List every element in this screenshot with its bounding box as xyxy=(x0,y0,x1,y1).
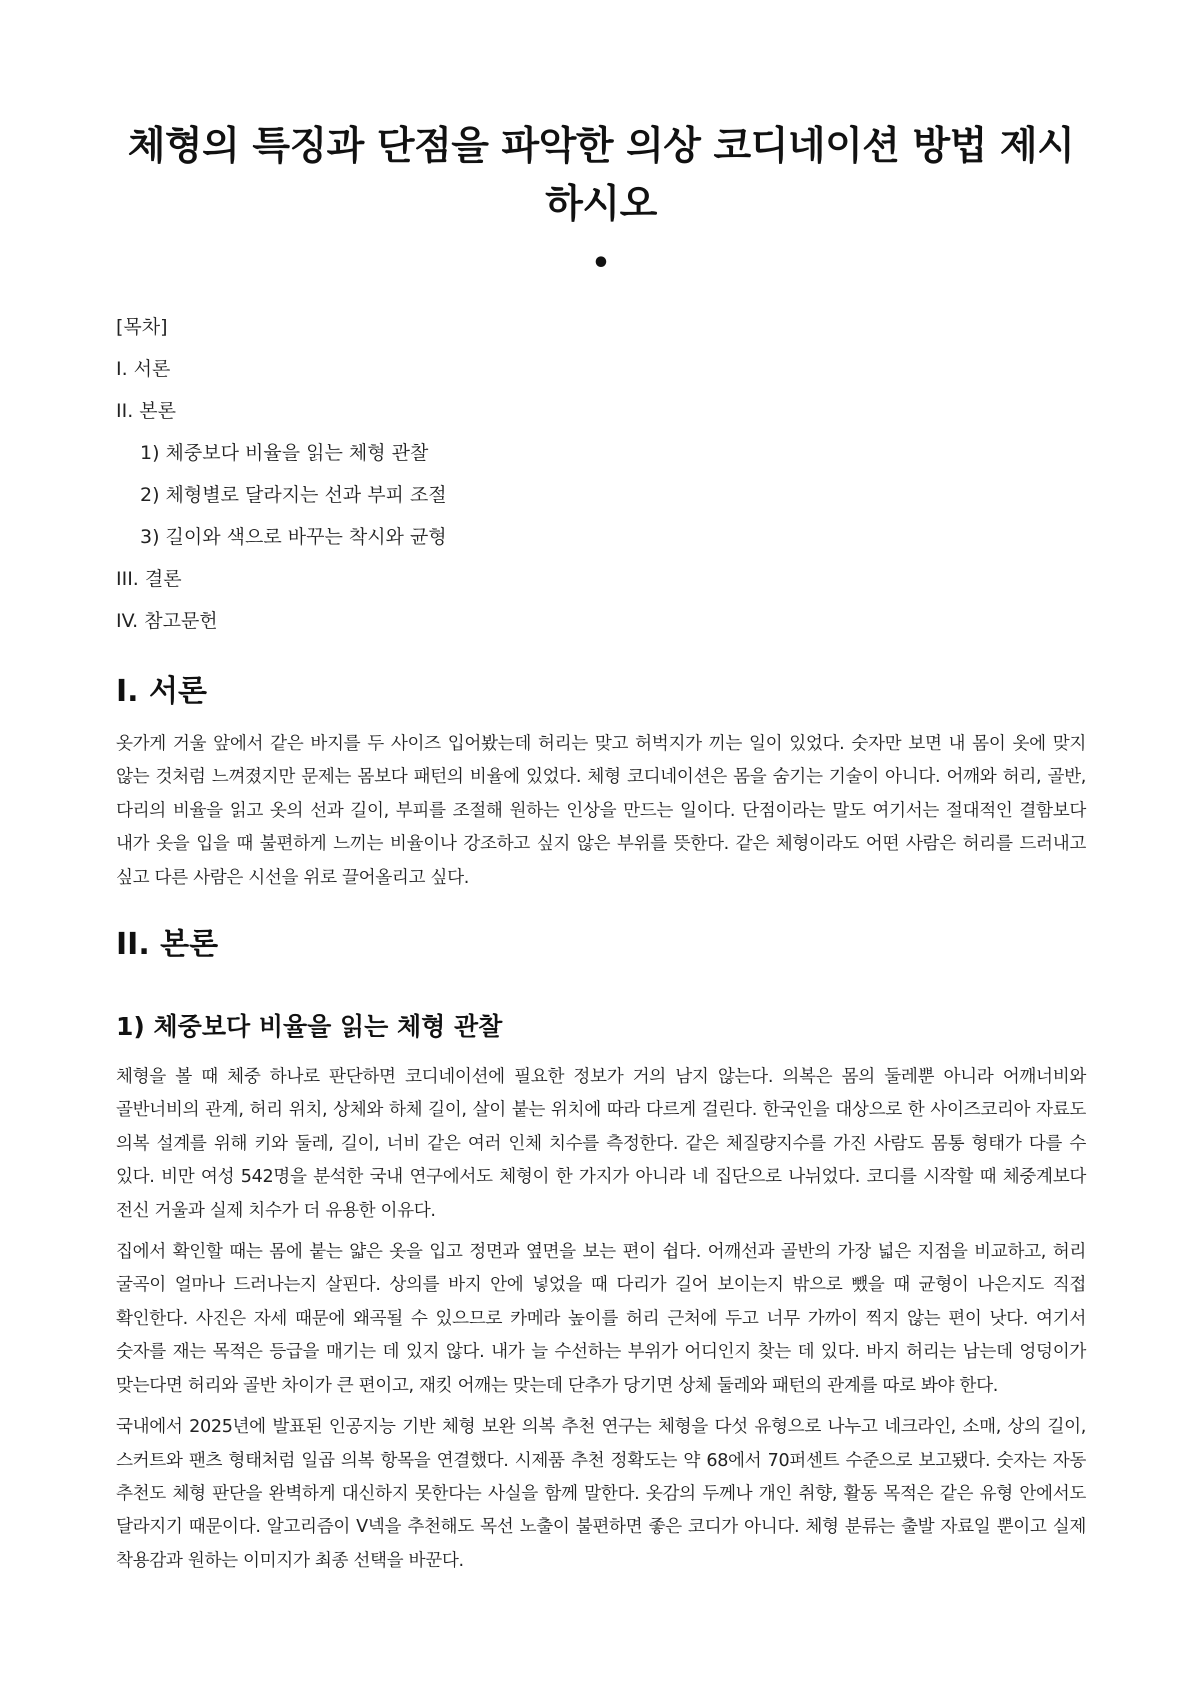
title-bullet: • xyxy=(591,246,611,281)
toc-item-references: IV. 참고문헌 xyxy=(116,610,218,632)
document-title: 체형의 특징과 단점을 파악한 의상 코디네이션 방법 제시하시오 xyxy=(127,124,1075,227)
intro-paragraph: 옷가게 거울 앞에서 같은 바지를 두 사이즈 입어봤는데 허리는 맞고 허벅지가 끼는 일이 있었다. 숫자만 보면 내 몸이 옷에 맞지 않는 것처럼 느껴졌지만 문제는 몸보다 패턴의 비율에 있었다. 체형 코디네이션은 몸을 숨기는 기술이 아니다. 어깨와 허리, 골반, 다리의 비율을 읽고 옷의 선과 길이, 부피를 조절해 원하는 인상을 만드는 일이다. 단점이라는 말도 여기서는 절대적인 결함보다 내가 옷을 입을 때 불편하게 느끼는 비율이나 강조하고 싶지 않은 부위를 뜻한다. 같은 체형이라도 어떤 사람은 허리를 드러내고 싶고 다른 사람은 시선을 위로 끌어올리고 싶다. xyxy=(116,734,1086,888)
body-paragraph-1: 체형을 볼 때 체중 하나로 판단하면 코디네이션에 필요한 정보가 거의 남지 않는다. 의복은 몸의 둘레뿐 아니라 어깨너비와 골반너비의 관계, 허리 위치, 상체와 하체 길이, 살이 붙는 위치에 따라 다르게 걸린다. 한국인을 대상으로 한 사이즈코리아 자료도 의복 설계를 위해 키와 둘레, 길이, 너비 같은 여러 인체 치수를 측정한다. 같은 체질량지수를 가진 사람도 몸통 형태가 다를 수 있다. 비만 여성 542명을 분석한 국내 연구에서도 체형이 한 가지가 아니라 네 집단으로 나뉘었다. 코디를 시작할 때 체중계보다 전신 거울과 실제 치수가 더 유용한 이유다. xyxy=(116,1067,1086,1221)
table-of-contents xyxy=(116,306,1086,642)
body-paragraph-3: 국내에서 2025년에 발표된 인공지능 기반 체형 보완 의복 추천 연구는 체형을 다섯 유형으로 나누고 네크라인, 소매, 상의 길이, 스커트와 팬츠 형태처럼 일곱 의복 항목을 연결했다. 시제품 추천 정확도는 약 68에서 70퍼센트 수준으로 보고됐다. 숫자는 자동 추천도 체형 판단을 완벽하게 대신하지 못한다는 사실을 함께 말한다. 옷감의 두께나 개인 취향, 활동 목적은 같은 유형 안에서도 달라지기 때문이다. 알고리즘이 V넥을 추천해도 목선 노출이 불편하면 좋은 코디가 아니다. 체형 분류는 출발 자료일 뿐이고 실제 착용감과 원하는 이미지가 최종 선택을 바꾼다. xyxy=(116,1417,1086,1571)
body-paragraph-2: 집에서 확인할 때는 몸에 붙는 얇은 옷을 입고 정면과 옆면을 보는 편이 쉽다. 어깨선과 골반의 가장 넓은 지점을 비교하고, 허리 굴곡이 얼마나 드러나는지 살핀다. 상의를 바지 안에 넣었을 때 다리가 길어 보이는지 밖으로 뺐을 때 균형이 나은지도 직접 확인한다. 사진은 자세 때문에 왜곡될 수 있으므로 카메라 높이를 허리 근처에 두고 너무 가까이 찍지 않는 편이 낫다. 여기서 숫자를 재는 목적은 등급을 매기는 데 있지 않다. 내가 늘 수선하는 부위가 어디인지 찾는 데 있다. 바지 허리는 남는데 엉덩이가 맞는다면 허리와 골반 차이가 큰 편이고, 재킷 어깨는 맞는데 단추가 당기면 상체 둘레와 패턴의 관계를 따로 봐야 한다. xyxy=(116,1242,1086,1396)
toc-item-body-2: 2) 체형별로 달라지는 선과 부피 조절 xyxy=(140,484,447,506)
toc-item-conclusion: III. 결론 xyxy=(116,568,182,590)
toc-item-body: II. 본론 xyxy=(116,400,176,422)
toc-item-body-1: 1) 체중보다 비율을 읽는 체형 관찰 xyxy=(140,442,429,464)
toc-heading: [목차] xyxy=(116,316,168,338)
subsection-heading-1: 1) 체중보다 비율을 읽는 체형 관찰 xyxy=(116,1012,503,1042)
toc-item-body-3: 3) 길이와 색으로 바꾸는 착시와 균형 xyxy=(140,526,447,548)
section-heading-intro: I. 서론 xyxy=(116,674,207,709)
section-heading-body: II. 본론 xyxy=(116,927,219,963)
toc-item-intro: I. 서론 xyxy=(116,358,171,380)
